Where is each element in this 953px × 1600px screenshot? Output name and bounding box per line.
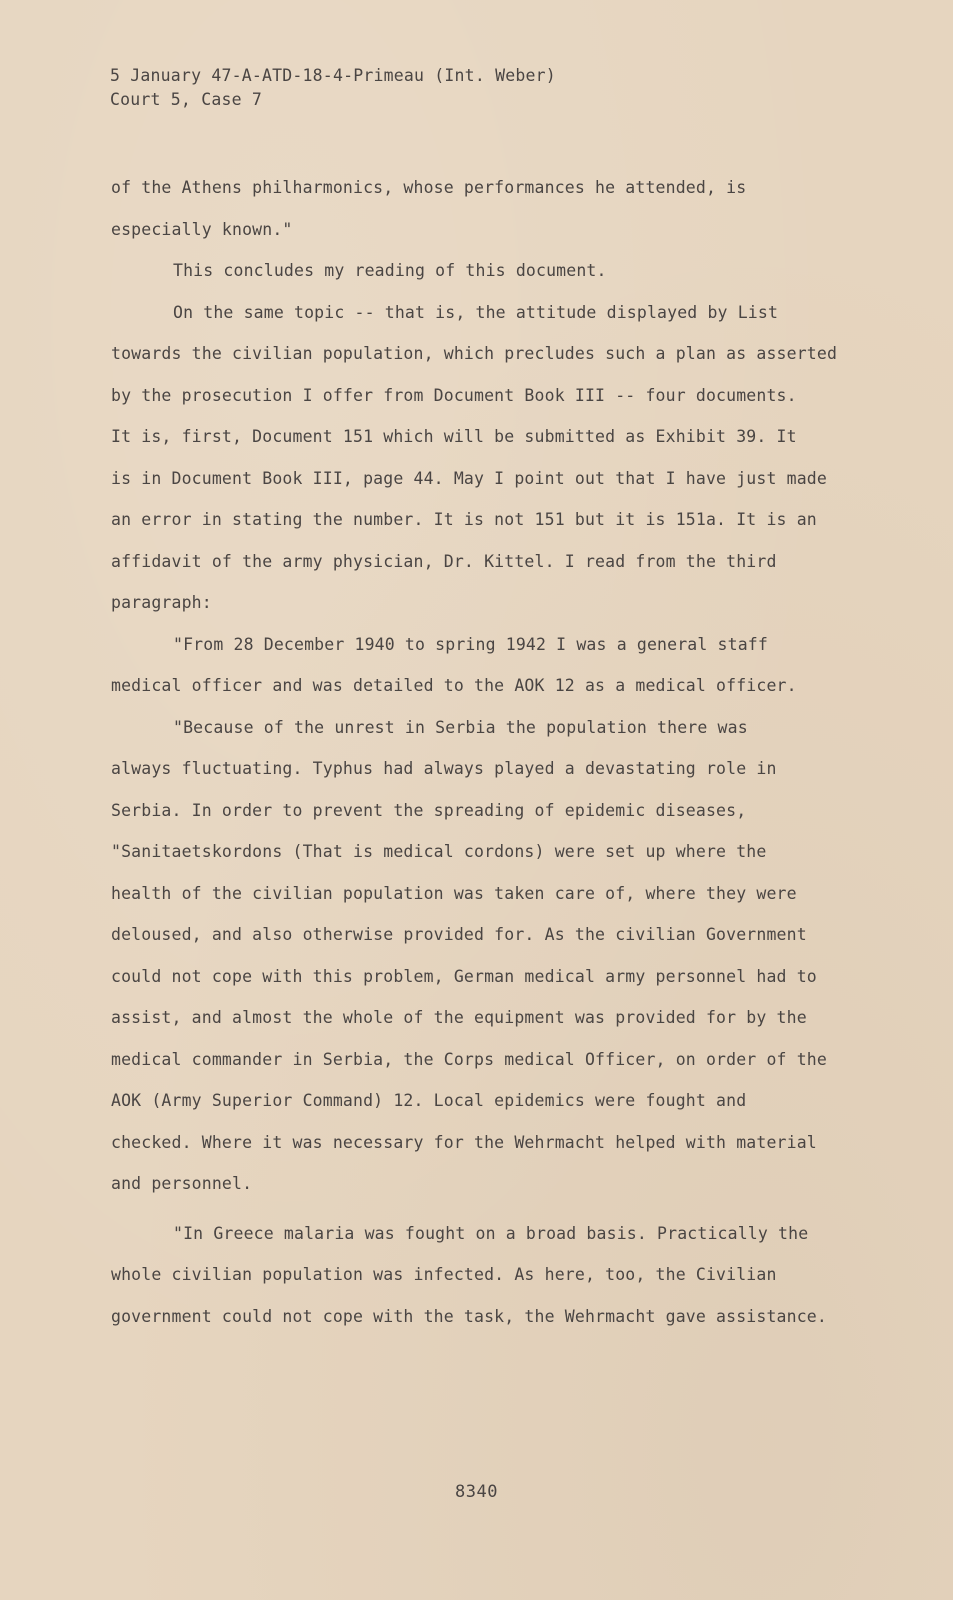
text-line: deloused, and also otherwise provided for. As the civilian Government — [111, 925, 807, 944]
text-line: "In Greece malaria was fought on a broad basis. Practically the — [173, 1223, 809, 1243]
transcript-body — [111, 167, 871, 1337]
text-line: government could not cope with the task, the Wehrmacht gave assistance. — [111, 1306, 827, 1326]
text-line: "Because of the unrest in Serbia the population there was — [173, 717, 748, 737]
text-line: affidavit of the army physician, Dr. Kittel. I read from the third — [111, 551, 777, 571]
text-line: and personnel. — [111, 1174, 253, 1193]
text-line: of the Athens philharmonics, whose performances he attended, is — [111, 178, 747, 197]
text-line: especially known." — [111, 219, 293, 239]
text-line: medical officer and was detailed to the AOK 12 as a medical officer. — [111, 676, 797, 695]
text-line: by the prosecution I offer from Document Book III -- four documents. — [111, 385, 797, 405]
text-line: paragraph: — [111, 593, 212, 612]
text-line: This concludes my reading of this document. — [173, 261, 607, 280]
text-line: always fluctuating. Typhus had always played a devastating role in — [111, 759, 777, 778]
text-line: Serbia. In order to prevent the spreading of epidemic diseases, — [111, 800, 747, 820]
text-line: an error in stating the number. It is not 151 but it is 151a. It is an — [111, 510, 817, 529]
page-number: 8340 — [455, 1482, 498, 1502]
header-court-line: Court 5, Case 7 — [110, 90, 263, 109]
header-session-line: 5 January 47-A-ATD-18-4-Primeau (Int. Weber) — [110, 66, 556, 85]
text-line: "From 28 December 1940 to spring 1942 I was a general staff — [173, 634, 768, 654]
text-line: It is, first, Document 151 which will be submitted as Exhibit 39. It — [111, 427, 797, 446]
text-line: checked. Where it was necessary for the Wehrmacht helped with material — [111, 1132, 817, 1152]
text-line: assist, and almost the whole of the equipment was provided for by the — [111, 1008, 807, 1027]
text-line: whole civilian population was infected. As here, too, the Civilian — [111, 1265, 777, 1284]
document-header — [110, 64, 556, 112]
text-line: "Sanitaetskordons (That is medical cordons) were set up where the — [111, 842, 767, 861]
text-line: health of the civilian population was taken care of, where they were — [111, 883, 797, 903]
paragraph-gap — [111, 1205, 871, 1213]
text-line: On the same topic -- that is, the attitude displayed by List — [173, 302, 779, 322]
text-line: is in Document Book III, page 44. May I point out that I have just made — [111, 468, 827, 488]
text-line: AOK (Army Superior Command) 12. Local epidemics were fought and — [111, 1091, 747, 1110]
text-line: towards the civilian population, which precludes such a plan as asserted — [111, 344, 838, 363]
text-line: could not cope with this problem, German medical army personnel had to — [111, 966, 817, 986]
text-line: medical commander in Serbia, the Corps medical Officer, on order of the — [111, 1049, 827, 1069]
